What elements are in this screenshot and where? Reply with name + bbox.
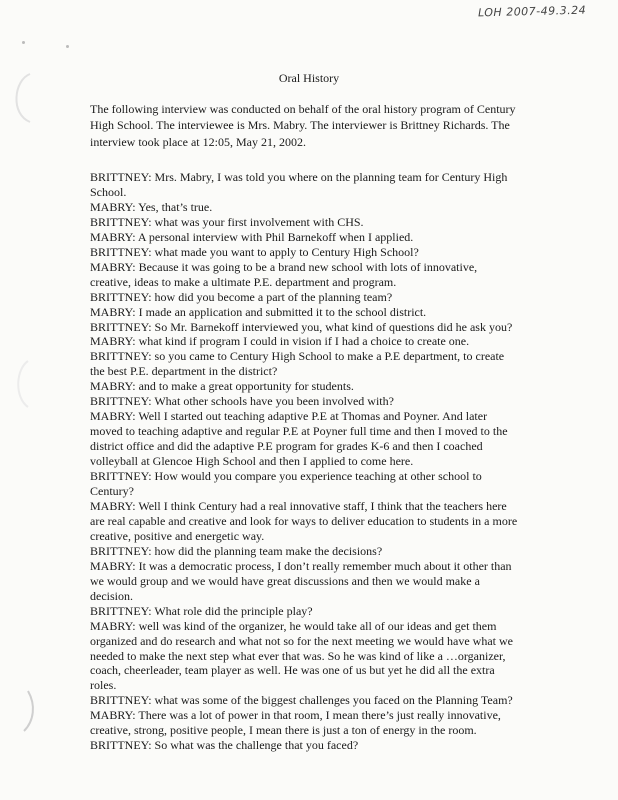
transcript-line: MABRY: Well I started out teaching adaptive P.E at Thomas and Poyner. And later [90, 409, 488, 424]
transcript-line: MABRY: Because it was going to be a brand new school with lots of innovative, [90, 259, 478, 274]
transcript-line: BRITTNEY: How would you compare you experience teaching at other school to [90, 469, 482, 484]
transcript-line: Century? [90, 484, 134, 499]
transcript-line: BRITTNEY: So Mr. Barnekoff interviewed you, what kind of questions did he ask you? [90, 319, 513, 334]
transcript-line: BRITTNEY: what made you want to apply to Century High School? [90, 244, 419, 259]
intro-line: The following interview was conducted on behalf of the oral history program of Century [90, 102, 516, 116]
transcript-line: MABRY: There was a lot of power in that room, I mean there’s just really innovative, [90, 708, 501, 723]
punch-hole-bottom [0, 685, 36, 741]
transcript-line: we would group and we would have great discussions and then we would make a [90, 573, 480, 588]
transcript-line: BRITTNEY: how did you become a part of the planning team? [90, 289, 393, 304]
transcript-line: MABRY: It was a democratic process, I don’t really remember much about it other than [90, 558, 512, 573]
transcript-line: BRITTNEY: So what was the challenge that you faced? [90, 738, 359, 753]
punch-hole-middle [0, 357, 36, 413]
transcript-line: MABRY: what kind if program I could in vision if I had a choice to create one. [90, 334, 470, 349]
transcript-line: the best P.E. department in the district? [90, 364, 278, 379]
transcript-line: are real capable and creative and look for ways to deliver education to students in a more [90, 513, 518, 528]
transcript-line: district office and did the adaptive P.E program for grades K-6 and then I coached [90, 439, 483, 454]
transcript-line: BRITTNEY: so you came to Century High School to make a P.E department, to create [90, 349, 505, 364]
intro-line: interview took place at 12:05, May 21, 2002. [90, 134, 306, 149]
transcript-line: BRITTNEY: how did the planning team make the decisions? [90, 543, 383, 558]
transcript-line: MABRY: I made an application and submitted it to the school district. [90, 304, 427, 319]
transcript-line: moved to teaching adaptive and regular P.E at Poyner full time and then I moved to the [90, 424, 508, 439]
interview-transcript [90, 170, 598, 753]
transcript-line: roles. [90, 678, 117, 693]
accession-number: LOH 2007-49.3.24 [477, 3, 587, 20]
transcript-line: creative, positive and energetic way. [90, 528, 265, 543]
transcript-line: BRITTNEY: Mrs. Mabry, I was told you where on the planning team for Century High [90, 170, 508, 184]
transcript-line: creative, strong, positive people, I mean there is just a ton of energy in the room. [90, 723, 477, 738]
transcript-line: creative, ideas to make a ultimate P.E. department and program. [90, 274, 397, 289]
transcript-line: BRITTNEY: what was your first involvement with CHS. [90, 214, 364, 229]
speck [66, 45, 69, 48]
transcript-line: MABRY: Well I think Century had a real innovative staff, I think that the teachers here [90, 498, 507, 513]
transcript-line: BRITTNEY: What role did the principle play? [90, 603, 313, 618]
transcript-line: MABRY: Yes, that’s true. [90, 199, 213, 214]
page-title: Oral History [278, 71, 340, 85]
transcript-line: organized and do research and what not so for the next meeting we would have what we [90, 633, 513, 648]
intro-paragraph [90, 101, 590, 150]
transcript-line: needed to make the next step what ever that was. So he was kind of like a …organizer, [90, 648, 506, 663]
transcript-line: MABRY: well was kind of the organizer, he would take all of our ideas and get them [90, 618, 497, 633]
intro-line: High School. The interviewee is Mrs. Mabry. The interviewer is Brittney Richards. The [90, 118, 510, 133]
transcript-line: MABRY: A personal interview with Phil Barnekoff when I applied. [90, 229, 414, 244]
transcript-line: coach, cheerleader, team player as well. He was one of us but yet he did all the extra [90, 663, 495, 678]
transcript-line: BRITTNEY: what was some of the biggest challenges you faced on the Planning Team? [90, 693, 513, 708]
transcript-line: MABRY: and to make a great opportunity for students. [90, 379, 354, 394]
speck [22, 41, 25, 44]
transcript-line: decision. [90, 588, 133, 603]
transcript-line: volleyball at Glencoe High School and then I applied to come here. [90, 454, 414, 469]
transcript-line: BRITTNEY: What other schools have you been involved with? [90, 394, 394, 409]
transcript-line: School. [90, 184, 127, 199]
